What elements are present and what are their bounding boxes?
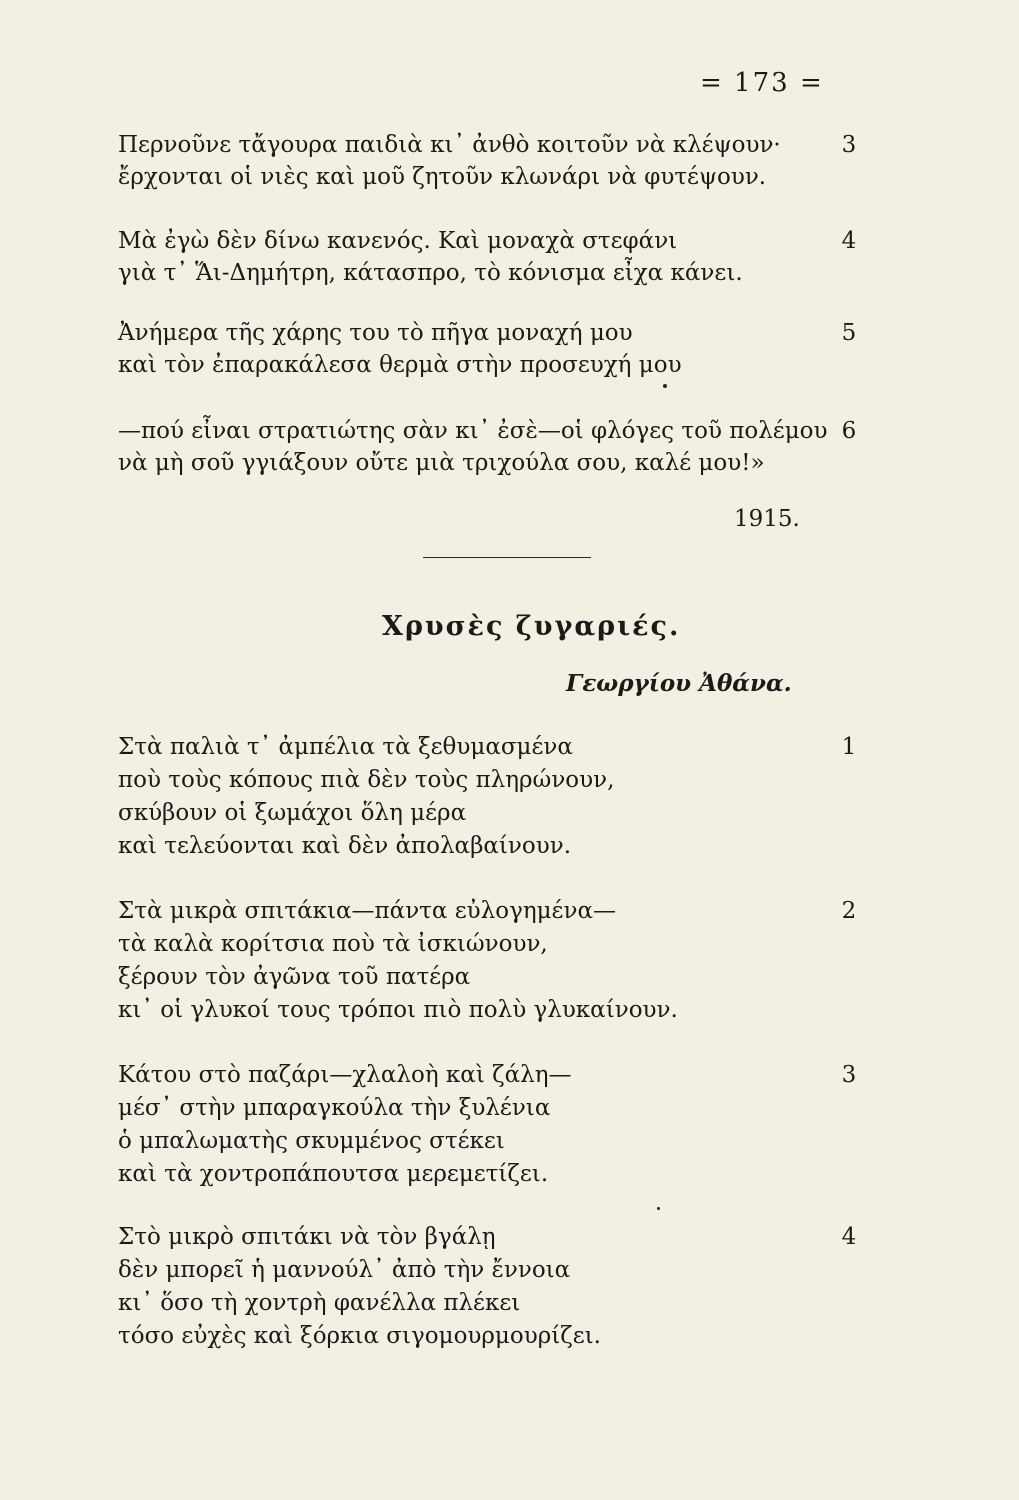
poem1-line: —πού εἶναι στρατιώτης σὰν κι᾽ ἐσὲ—οἱ φλόγες τοῦ πολέμου: [118, 418, 828, 444]
verse-number: 4: [841, 228, 857, 254]
poem2-line: τὰ καλὰ κορίτσια ποὺ τὰ ἰσκιώνουν,: [118, 931, 548, 957]
poem2-line: καὶ τελεύονται καὶ δὲν ἀπολαβαίνουν.: [118, 833, 572, 859]
section-divider: [423, 557, 591, 558]
verse-number: 3: [841, 132, 857, 158]
poem2-title: Χρυσὲς ζυγαριές.: [382, 611, 681, 642]
poem2-line: ξέρουν τὸν ἀγῶνα τοῦ πατέρα: [118, 964, 471, 990]
poem2-line: μέσ᾽ στὴν μπαραγκούλα τὴν ξυλένια: [118, 1095, 551, 1121]
verse-number: 5: [841, 320, 857, 346]
verse-number: 2: [841, 898, 857, 924]
poem2-line: τόσο εὐχὲς καὶ ξόρκια σιγομουρμουρίζει.: [118, 1323, 601, 1349]
poem1-line: γιὰ τ᾽ Ἅι-Δημήτρη, κάτασπρο, τὸ κόνισμα εἶχα κάνει.: [118, 260, 743, 286]
poem2-line: δὲν μπορεῖ ἡ μαννούλ᾽ ἀπὸ τὴν ἔννοια: [118, 1257, 571, 1283]
poem1-year: 1915.: [734, 506, 800, 532]
verse-number: 3: [841, 1062, 857, 1088]
poem2-line: Κάτου στὸ παζάρι—χλαλοὴ καὶ ζάλη—: [118, 1062, 572, 1088]
verse-number: 4: [841, 1224, 857, 1250]
poem1-line: Ἀνήμερα τῆς χάρης του τὸ πῆγα μοναχή μου: [118, 320, 633, 346]
poem2-line: Στὰ παλιὰ τ᾽ ἀμπέλια τὰ ξεθυμασμένα: [118, 734, 573, 760]
page-number: = 173 =: [700, 68, 824, 98]
poem2-line: Στὸ μικρὸ σπιτάκι νὰ τὸν βγάλῃ: [118, 1224, 496, 1250]
poem2-line: κι᾽ ὅσο τὴ χοντρὴ φανέλλα πλέκει: [118, 1290, 521, 1316]
verse-number: 6: [841, 418, 857, 444]
poem2-line: σκύβουν οἱ ξωμάχοι ὅλη μέρα: [118, 800, 467, 826]
verse-number: 1: [841, 734, 857, 760]
poem2-line: ποὺ τοὺς κόπους πιὰ δὲν τοὺς πληρώνουν,: [118, 767, 615, 793]
poem2-author: Γεωργίου Ἀθάνα.: [566, 670, 792, 697]
poem1-line: ἔρχονται οἱ νιὲς καὶ μοῦ ζητοῦν κλωνάρι νὰ φυτέψουν.: [118, 164, 767, 190]
poem2-line: ὁ μπαλωματὴς σκυμμένος στέκει: [118, 1128, 505, 1154]
poem2-line: Στὰ μικρὰ σπιτάκια—πάντα εὐλογημένα—: [118, 898, 616, 924]
poem1-line: καὶ τὸν ἐπαρακάλεσα θερμὰ στὴν προσευχή μου: [118, 352, 682, 378]
poem2-line: καὶ τὰ χοντροπάπουτσα μερεμετίζει.: [118, 1161, 549, 1187]
poem1-line: νὰ μὴ σοῦ γγιάξουν οὔτε μιὰ τριχούλα σου, καλέ μου!»: [118, 450, 765, 476]
poem1-line: Περνοῦνε τἄγουρα παιδιὰ κι᾽ ἀνθὸ κοιτοῦν νὰ κλέψουν·: [118, 132, 781, 158]
poem1-line: Μὰ ἐγὼ δὲν δίνω κανενός. Καὶ μοναχὰ στεφάνι: [118, 228, 678, 254]
poem2-line: κι᾽ οἱ γλυκοί τους τρόποι πιὸ πολὺ γλυκαίνουν.: [118, 997, 678, 1023]
print-speck: [657, 1207, 660, 1210]
print-speck: [663, 384, 667, 388]
